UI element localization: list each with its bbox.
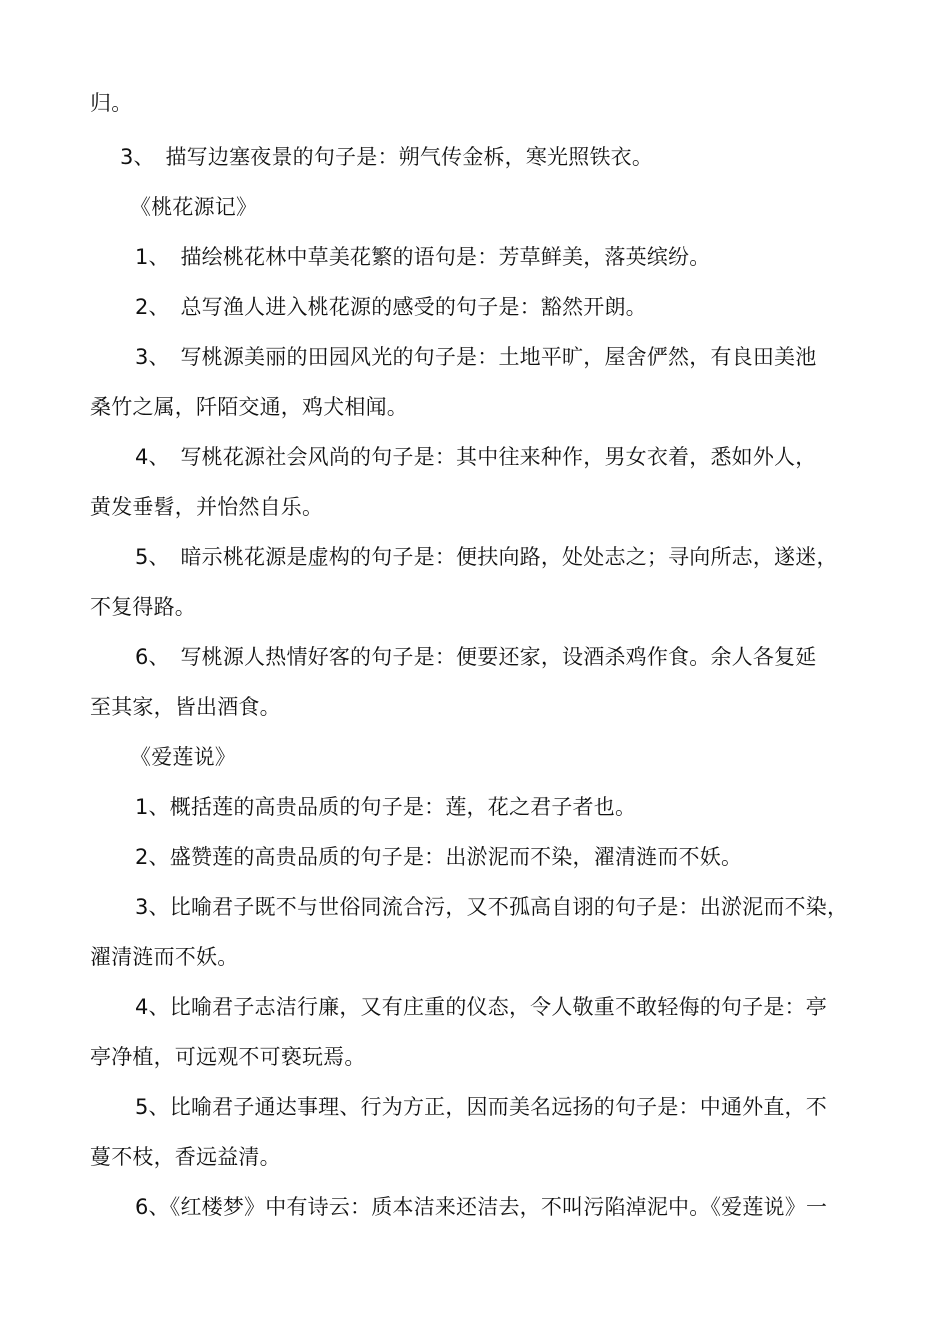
text-line-23: 6、《红楼梦》中有诗云：质本洁来还洁去，不叫污陷淖泥中。《爱莲说》一: [135, 1195, 828, 1219]
text-line-10: 5、 暗示桃花源是虚构的句子是：便扶向路，处处志之；寻向所志，遂迷，: [135, 545, 838, 569]
text-line-18: 濯清涟而不妖。: [90, 945, 239, 969]
text-line-17: 3、比喻君子既不与世俗同流合污，又不孤高自诩的句子是：出淤泥而不染，: [135, 895, 849, 919]
text-line-2: 3、 描写边塞夜景的句子是：朔气传金柝，寒光照铁衣。: [120, 145, 654, 169]
text-line-21: 5、比喻君子通达事理、行为方正，因而美名远扬的句子是：中通外直，不: [135, 1095, 827, 1119]
text-line-9: 黄发垂髫，并怡然自乐。: [90, 495, 324, 519]
text-line-6: 3、 写桃源美丽的田园风光的句子是：土地平旷，屋舍俨然，有良田美池: [135, 345, 817, 369]
text-line-22: 蔓不枝，香远益清。: [90, 1145, 281, 1169]
text-line-20: 亭净植，可远观不可亵玩焉。: [90, 1045, 366, 1069]
text-line-15: 1、概括莲的高贵品质的句子是：莲，花之君子者也。: [135, 795, 637, 819]
text-line-5: 2、 总写渔人进入桃花源的感受的句子是：豁然开朗。: [135, 295, 647, 319]
text-line-16: 2、盛赞莲的高贵品质的句子是：出淤泥而不染，濯清涟而不妖。: [135, 845, 743, 869]
section-heading-taohuayuanji: 《桃花源记》: [130, 195, 258, 219]
text-line-13: 至其家，皆出酒食。: [90, 695, 281, 719]
text-line-1: 归。: [90, 91, 133, 115]
text-line-8: 4、 写桃花源社会风尚的句子是：其中往来种作，男女衣着，悉如外人，: [135, 445, 817, 469]
text-line-12: 6、 写桃源人热情好客的句子是：便要还家，设酒杀鸡作食。余人各复延: [135, 645, 817, 669]
section-heading-ailianshuo: 《爱莲说》: [130, 745, 236, 769]
text-line-7: 桑竹之属，阡陌交通，鸡犬相闻。: [90, 395, 408, 419]
text-line-19: 4、比喻君子志洁行廉，又有庄重的仪态，令人敬重不敢轻侮的句子是：亭: [135, 995, 827, 1019]
text-line-4: 1、 描绘桃花林中草美花繁的语句是：芳草鲜美，落英缤纷。: [135, 245, 711, 269]
text-line-11: 不复得路。: [90, 595, 196, 619]
